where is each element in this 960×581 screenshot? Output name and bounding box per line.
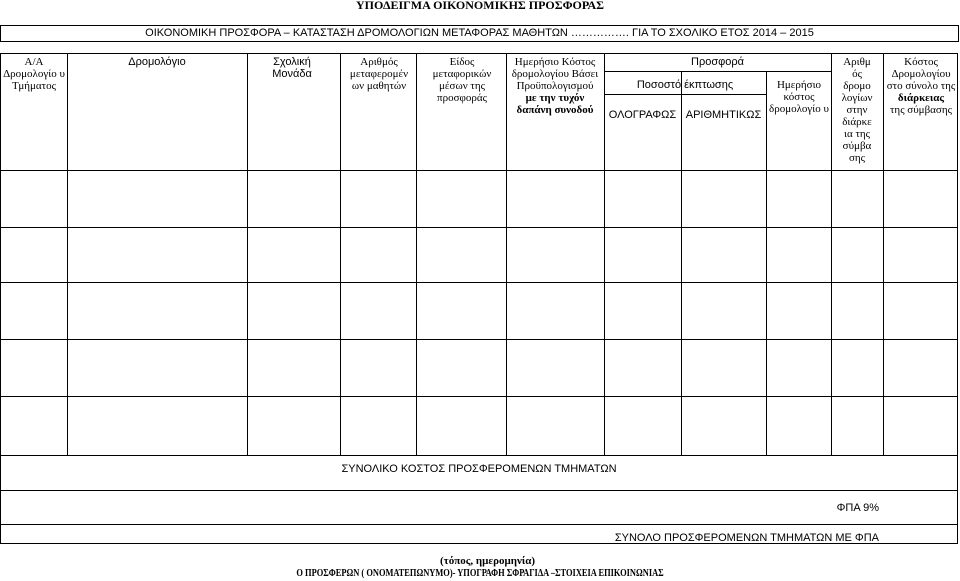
- document-subtitle: ΟΙΚΟΝΟΜΙΚΗ ΠΡΟΣΦΟΡΑ – ΚΑΤΑΣΤΑΣΗ ΔΡΟΜΟΛΟΓΙΩΝ ΜΕΤΑΦΟΡΑΣ ΜΑΘΗΤΩΝ ……………. ΓΙΑ ΤΟ ΣΧΟΛΙΚΟ ΕΤΟΣ 2014 – 2015: [0, 25, 959, 42]
- header-budget-cost: [509, 56, 601, 116]
- total-with-vat-row: ΣΥΝΟΛΟ ΠΡΟΣΦΕΡΟΜΕΝΩΝ ΤΜΗΜΑΤΩΝ ΜΕ ΦΠΑ: [614, 532, 879, 544]
- header-offer: Προσφορά: [691, 56, 744, 68]
- header-total-a: Κόστος Δρομολογίου στο σύνολο της: [886, 56, 956, 92]
- header-total-cost: [885, 56, 957, 116]
- header-vehicle: Είδος μεταφορικών μέσων της προσφοράς: [432, 56, 492, 104]
- header-budget-bold: με την τυχόν δαπάνη συνοδού: [516, 92, 594, 116]
- header-in-numbers: ΑΡΙΘΜΗΤΙΚΩΣ: [685, 109, 762, 121]
- header-discount: Ποσοστό έκπτωσης: [636, 79, 734, 91]
- header-total-b: διάρκειας: [897, 92, 945, 104]
- header-budget-text: Ημερήσιο Κόστος δρομολογίου Βάσει Προϋπολογισμού: [511, 56, 599, 92]
- header-in-words: ΟΛΟΓΡΑΦΩΣ: [608, 109, 677, 121]
- header-route-count: Αριθμ ός δρομο λογίων στην διάρκε ια της σύμβα σης: [841, 56, 873, 164]
- place-date: (τόπος, ημερομηνία): [440, 555, 536, 567]
- total-cost-row: ΣΥΝΟΛΙΚΟ ΚΟΣΤΟΣ ΠΡΟΣΦΕΡΟΜΕΝΩΝ ΤΜΗΜΑΤΩΝ: [341, 463, 617, 475]
- signature-line: Ο ΠΡΟΣΦΕΡΩΝ ( ΟΝΟΜΑΤΕΠΩΝΥΜΟ)- ΥΠΟΓΡΑΦΗ ΣΦΡΑΓΙΔΑ –ΣΤΟΙΧΕΙΑ ΕΠΙΚΟΙΝΩΝΙΑΣ: [296, 567, 664, 579]
- header-school: Σχολική Μονάδα: [272, 56, 312, 80]
- header-route: Δρομολόγιο: [128, 56, 186, 68]
- vat-row: ΦΠΑ 9%: [836, 502, 879, 514]
- header-students: Αριθμός μεταφερομέν ων μαθητών: [349, 56, 409, 92]
- header-total-c: της σύμβασης: [890, 104, 952, 116]
- document-title: ΥΠΟΔΕΙΓΜΑ ΟΙΚΟΝΟΜΙΚΗΣ ΠΡΟΣΦΟΡΑΣ: [356, 0, 604, 12]
- offer-table: [0, 53, 958, 544]
- header-daily-cost: Ημερήσιο κόστος δρομολογίο υ: [769, 79, 829, 115]
- header-aa: Α/Α Δρομολογίο υ Τμήματος: [3, 56, 65, 92]
